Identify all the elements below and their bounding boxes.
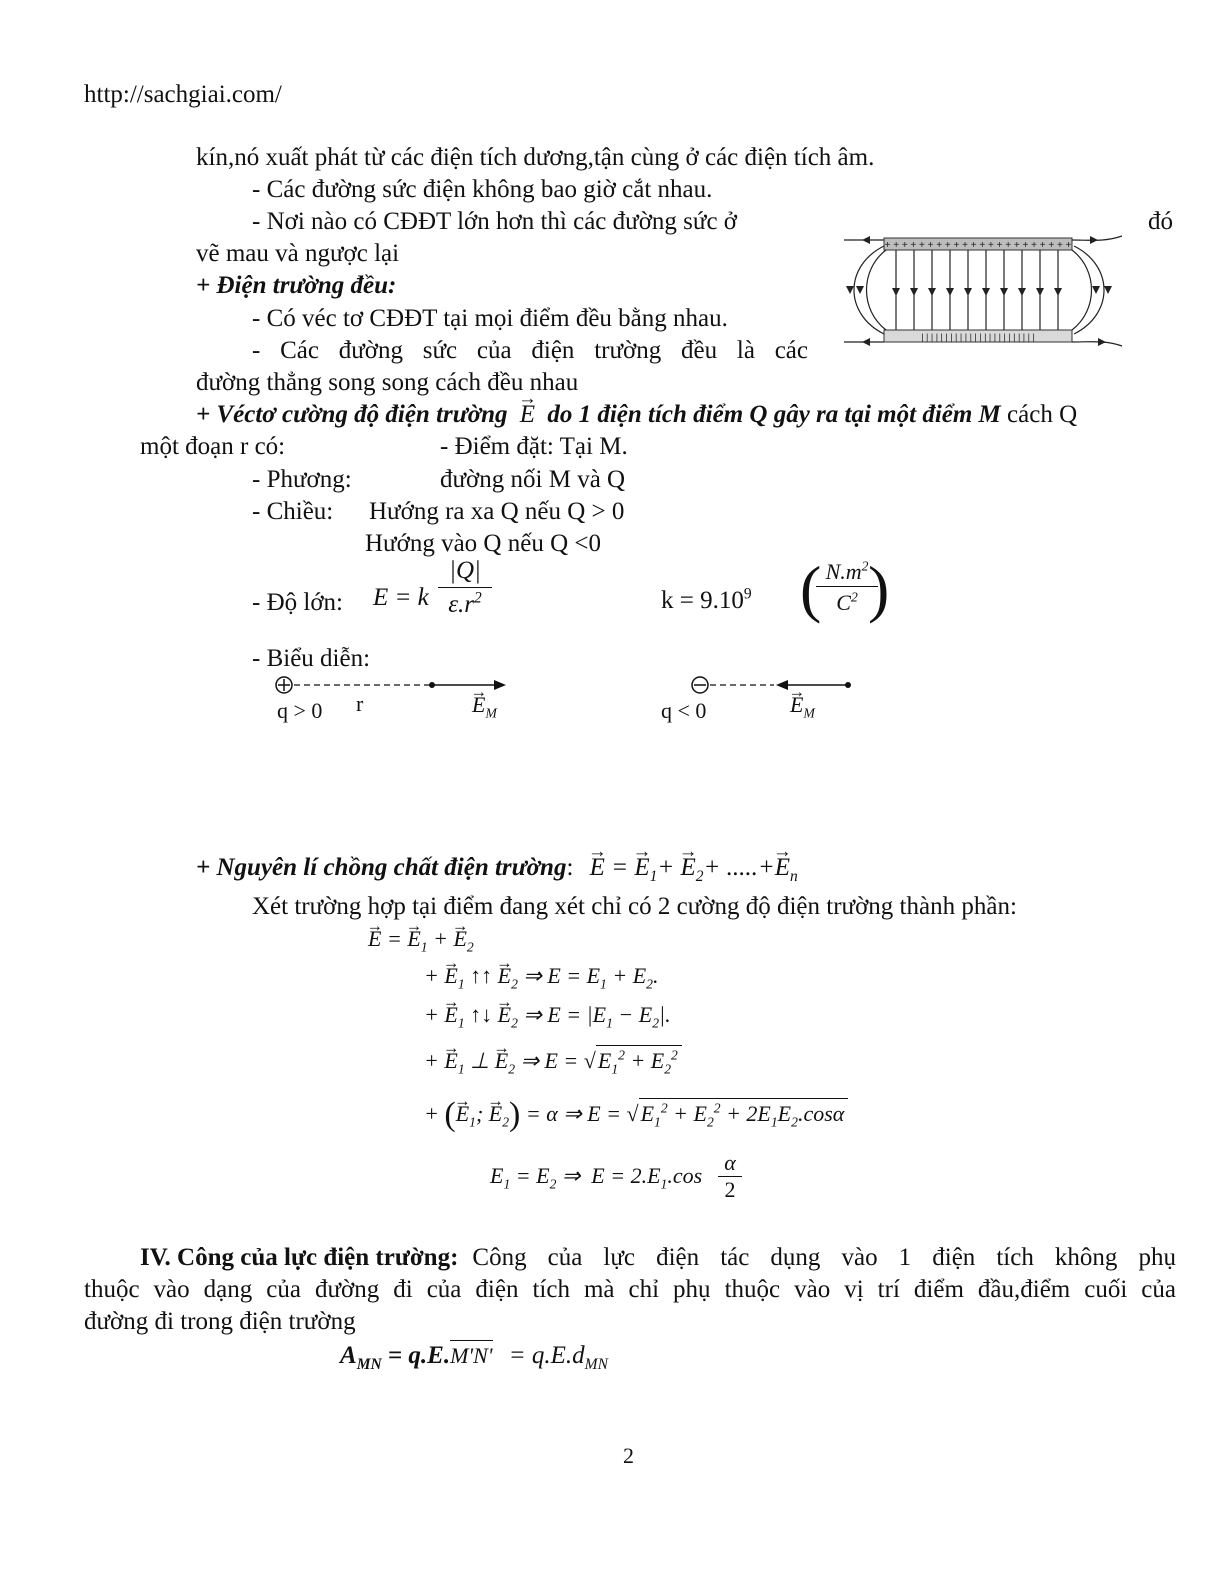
formula-angle: + (→ $E_1$; → $E_2) = \alpha$ ⇒ $E = √E_1^2 + E_2^2 + 2E_1E_2.\cos\alpha$ [424,1098,848,1132]
uniform-line-3: đường thẳng song song cách đều nhau [196,369,579,396]
work-text-b: thuộc vào dạng của đường đi của điện tích mà chỉ phụ thuộc vào vị trí điểm đầu,điểm cuối của [84,1276,1176,1303]
vector-line-r: một đoạn r có: [140,433,286,460]
uniform-line-2 [252,338,808,363]
vector-represent-label: - Biểu diễn: [252,645,371,672]
svg-text:+ + + + + + + + + + + + + + +: + + + + + + + + + + + + + + + + + + + + + + [884,240,1072,251]
svg-text:| | | | | | | | | | | | | | |: | | | | | | | | | | | | | | | | | | | | | | | | [921,332,1035,342]
superposition-heading-text: + Nguyên lí chồng chất điện trường [196,854,567,881]
page-number: 2 [623,1443,634,1468]
intro-line-3: - Nơi nào có CĐĐT lớn hơn thì các đường sức ở [252,208,738,235]
formula-parallel: + → $E_1$ ↑↑ → $E_2$ ⇒ $E = E_1 + E_2$. [424,965,658,987]
vector-heading-b: do 1 điện tích điểm Q gây ra tại một điểm M [547,401,1001,428]
magnitude-fraction: |Q| $\varepsilon.r^2$ [438,558,492,617]
representation-diagram [260,670,880,700]
k-constant-text: k = 9.10 [661,587,744,614]
formula-perpendicular: + → $E_1$ ⊥ → $E_2$ ⇒ $E = √E_1^2 + E_2^2$ [424,1050,682,1072]
header-url: http://sachgiai.com/ [84,81,282,108]
work-heading: IV. Công của lực điện trường: [140,1244,459,1271]
formula-equal-fraction: α 2 [718,1152,742,1201]
formula-sum: → E = → $E_1$ + → $E_2$ [368,928,474,950]
vector-heading-symbol: → E [520,402,535,427]
vector-heading [196,402,1077,427]
em-label-positive-symbol: → E [472,694,485,716]
k-constant [661,585,752,614]
vector-heading-c: cách Q [1007,401,1078,428]
r-label: r [356,691,364,716]
em-label-negative-symbol: → E [790,694,803,716]
work-formula: $A_{MN} = q.E.M'N' = q.E.d_{MN}$ [340,1342,608,1373]
intro-line-2: - Các đường sức điện không bao giờ cắt nhau. [252,176,713,203]
superposition-case: Xét trường hợp tại điểm đang xét chỉ có 2 cường độ điện trường thành phần: [252,893,1017,920]
magnitude-formula-lhs: E = k [373,584,429,611]
intro-line-4: vẽ mau và ngược lại [196,240,400,267]
work-line-2 [84,1277,1176,1302]
em-label-positive [472,692,497,721]
uniform-heading: + Điện trường đều: [196,272,397,299]
formula-equal: $E_1 = E_2$ ⇒ $E = 2.E_1.\cos$ [490,1163,703,1192]
vector-heading-a: + Véctơ cường độ điện trường [196,401,508,428]
intro-line-3-end: đó [1148,208,1173,235]
vector-point: - Điểm đặt: Tại M. [440,433,628,460]
intro-line-1: kín,nó xuất phát từ các điện tích dương,tận cùng ở các điện tích âm. [196,144,875,171]
superposition-heading: + Nguyên lí chồng chất điện trường: → E = → $E_1+ \to E_2+$ .....+→ $E_n$ [196,855,798,880]
vector-direction-value: đường nối M và Q [440,466,626,493]
work-line-1 [140,1245,1176,1270]
k-constant-exp: 9 [743,585,752,603]
work-line-3: đường đi trong điện trường [84,1308,356,1335]
work-text-a: Công của lực điện tác dụng vào 1 điện tích không phụ [472,1244,1176,1271]
q-positive-label: q > 0 [277,698,323,723]
uniform-line-1: - Có véc tơ CĐĐT tại mọi điểm đều bằng nhau. [252,305,728,332]
formula-antiparallel: + → $E_1$ ↑↓ → $E_2$ ⇒ $E = |E_1 - E_2|$. [424,1004,671,1026]
em-label-positive-sub: M [485,705,497,721]
q-negative-label: q < 0 [661,698,707,723]
vector-direction-label: - Phương: [252,466,352,493]
uniform-field-diagram [840,230,1130,360]
vector-sense-pos: Hướng ra xa Q nếu Q > 0 [369,498,625,525]
em-label-negative [790,692,815,721]
vector-magnitude-label: - Độ lớn: [252,589,343,616]
vector-sense-label: - Chiều: [252,498,334,525]
uniform-line-2-text: - Các đường sức của điện trường đều là các [252,337,808,364]
vector-sense-neg: Hướng vào Q nếu Q <0 [365,530,601,557]
em-label-negative-sub: M [803,705,815,721]
